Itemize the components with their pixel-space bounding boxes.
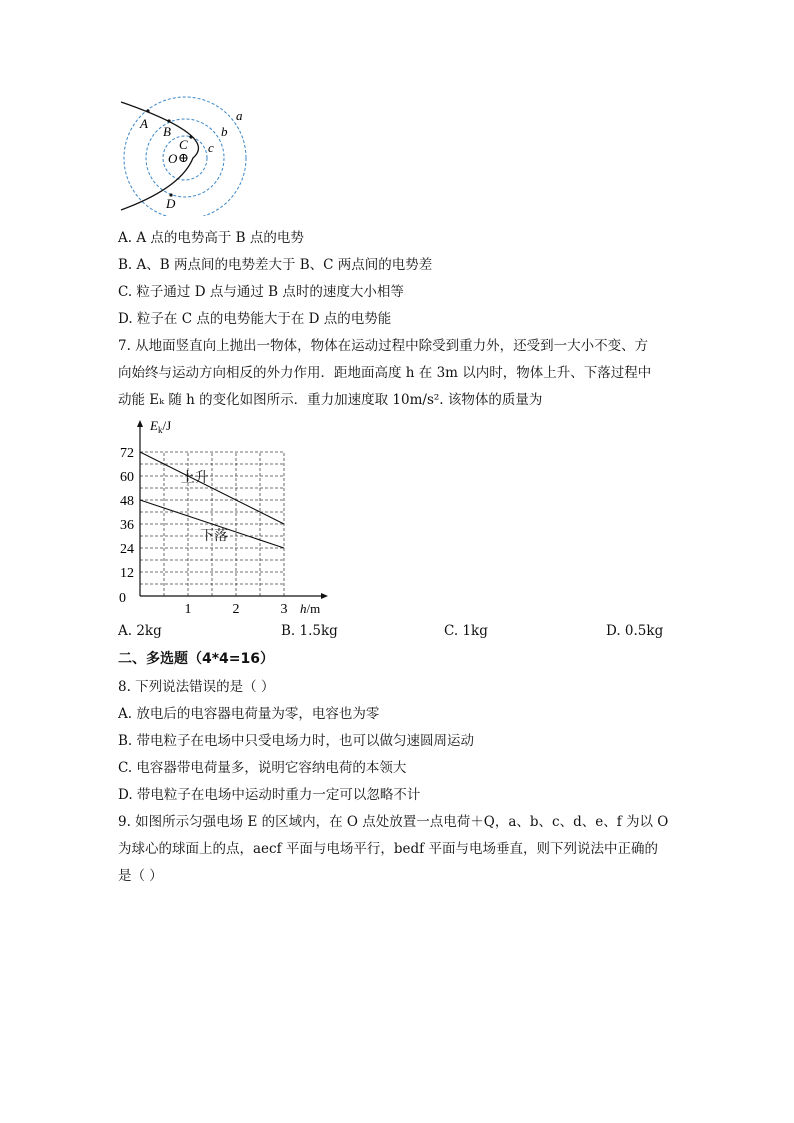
series-label: 下落 <box>200 529 228 544</box>
point-C-dot <box>189 135 192 138</box>
q7-option-c: C. 1kg <box>444 623 488 639</box>
y-axis-label: $E_k/J$ <box>150 418 172 435</box>
label-ring-c: c <box>208 140 214 155</box>
y-tick-label: 72 <box>120 446 134 461</box>
q7-line-3: 动能 Eₖ 随 h 的变化如图所示．重力加速度取 10m/s². 该物体的质量为 <box>118 392 543 408</box>
y-tick-label: 36 <box>120 518 134 533</box>
q8-option-b: B. 带电粒子在电场中只受电场力时，也可以做匀速圆周运动 <box>118 733 475 749</box>
label-ring-b: b <box>221 124 228 139</box>
q7-option-d: D. 0.5kg <box>606 623 664 639</box>
y-tick-label: 48 <box>120 494 134 509</box>
q6-option-d: D. 粒子在 C 点的电势能大于在 D 点的电势能 <box>118 311 392 327</box>
q7-line-2: 向始终与运动方向相反的外力作用．距地面高度 h 在 3m 以内时，物体上升、下落过程中 <box>118 365 652 381</box>
origin-label: 0 <box>119 591 126 606</box>
q6-option-a: A. A 点的电势高于 B 点的电势 <box>118 230 304 246</box>
q8-stem: 8. 下列说法错误的是（ ） <box>118 679 275 695</box>
q9-line-1: 9. 如图所示匀强电场 E 的区域内，在 O 点处放置一点电荷＋Q，a、b、c、d、e、f 为以 O <box>118 814 669 830</box>
q6-option-c: C. 粒子通过 D 点与通过 B 点时的速度大小相等 <box>118 284 404 300</box>
q9-line-2: 为球心的球面上的点，aecf 平面与电场平行，bedf 平面与电场垂直，则下列说法中正确的 <box>118 841 658 857</box>
x-axis-label: h/m <box>300 601 321 616</box>
x-tick-label: 3 <box>280 602 288 616</box>
x-tick-label: 2 <box>232 602 240 616</box>
label-A: A <box>140 116 148 131</box>
x-tick-label: 1 <box>184 602 192 616</box>
y-tick-label: 60 <box>120 470 134 485</box>
q8-option-d: D. 带电粒子在电场中运动时重力一定可以忽略不计 <box>118 787 421 803</box>
q9-line-3: 是（ ） <box>118 868 163 884</box>
y-axis-arrow-icon <box>137 420 143 427</box>
x-axis-arrow-icon <box>321 593 328 599</box>
label-O: O <box>168 151 178 166</box>
label-B: B <box>163 124 171 139</box>
y-tick-label: 12 <box>120 566 134 581</box>
label-D: D <box>166 196 176 211</box>
point-B-dot <box>167 119 170 122</box>
q8-option-a: A. 放电后的电容器电荷量为零，电容也为零 <box>118 706 380 722</box>
q7-option-b: B. 1.5kg <box>281 623 338 639</box>
q7-line-1: 7. 从地面竖直向上抛出一物体，物体在运动过程中除受到重力外，还受到一大小不变、方 <box>118 338 649 354</box>
section-2-title: 二、多选题（4*4=16） <box>118 651 275 667</box>
q8-option-c: C. 电容器带电荷量多，说明它容纳电荷的本领大 <box>118 760 407 776</box>
label-ring-a: a <box>236 108 243 123</box>
y-tick-label: 24 <box>120 542 134 557</box>
q7-option-a: A. 2kg <box>118 623 162 639</box>
field-figure <box>115 96 265 216</box>
series-label: 上升 <box>180 471 209 486</box>
q6-option-b: B. A、B 两点间的电势差大于 B、C 两点间的电势差 <box>118 257 433 273</box>
label-C: C <box>179 137 188 152</box>
charge-plus-icon: ⊕ <box>178 150 189 165</box>
point-A-dot <box>146 109 149 112</box>
ek-h-chart <box>110 414 340 616</box>
